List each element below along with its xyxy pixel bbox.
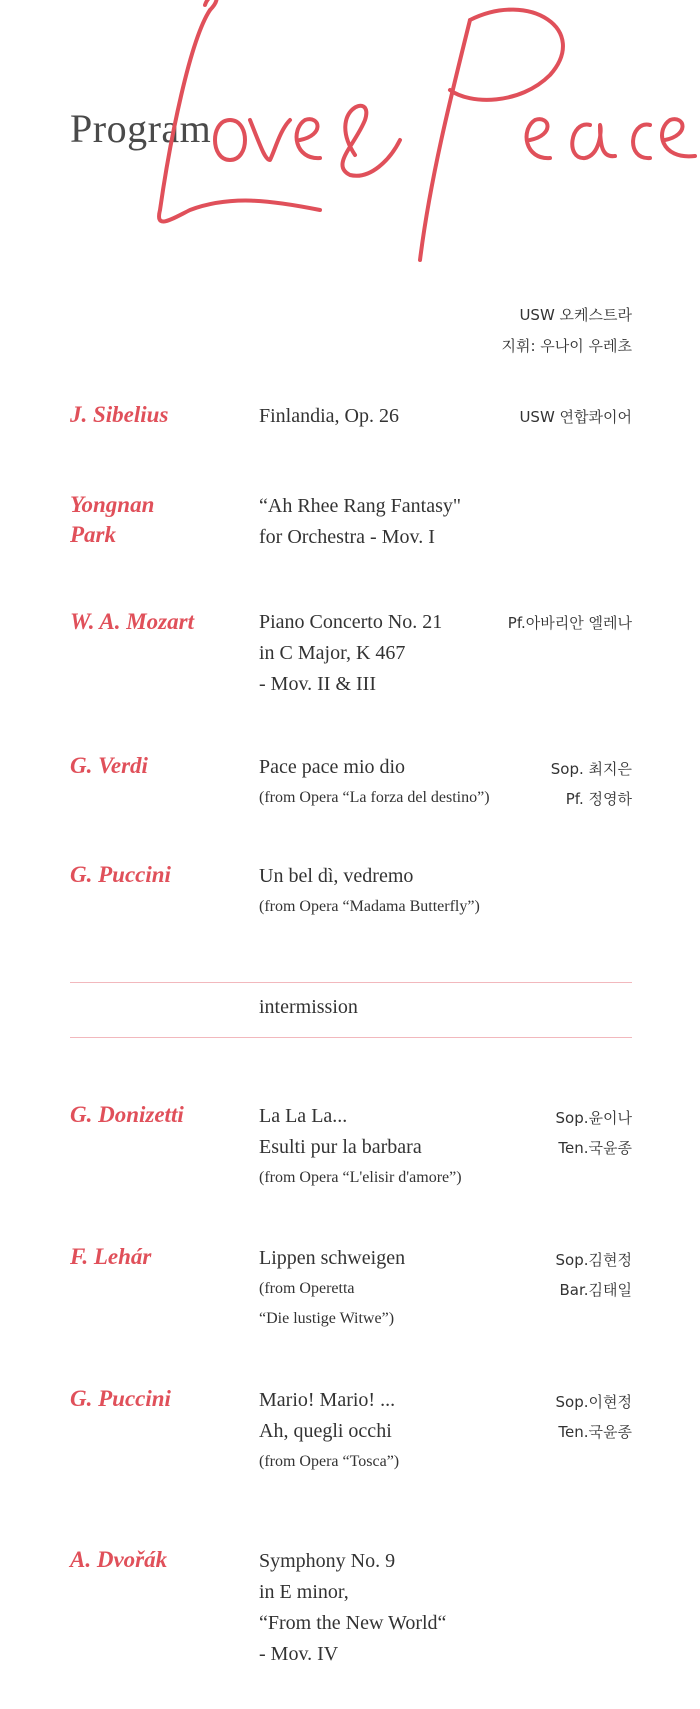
piece-line: Esulti pur la barbara [259, 1136, 422, 1158]
piece-line: Un bel dì, vedremo [259, 865, 414, 887]
performer: Sop.이현정 [555, 1393, 632, 1411]
piece-source: “Die lustige Witwe”) [259, 1310, 395, 1327]
divider-top [70, 982, 632, 983]
piece-line: “From the New World“ [259, 1612, 447, 1634]
piece-source: (from Opera “La forza del destino”) [259, 789, 490, 806]
piece-line: - Mov. II & III [259, 673, 377, 695]
piece-pace-pace [259, 752, 490, 813]
composer-puccini: G. Puccini [70, 862, 171, 887]
composer-sibelius: J. Sibelius [70, 402, 169, 427]
composer-puccini-tosca: G. Puccini [70, 1386, 171, 1411]
piece-piano-concerto [259, 607, 442, 700]
composer-line: Park [70, 522, 116, 547]
program-label: Program [70, 106, 212, 151]
piece-line: Ah, quegli occhi [259, 1420, 392, 1442]
piece-lippen-schweigen [259, 1243, 405, 1334]
top-credits [501, 300, 632, 362]
divider-bottom [70, 1037, 632, 1038]
love-peace-script-title [150, 0, 700, 300]
performer: Bar.김태일 [559, 1281, 632, 1299]
composer-verdi: G. Verdi [70, 753, 148, 778]
performers-donizetti [556, 1103, 632, 1163]
piece-source: (from Opera “L'elisir d'amore”) [259, 1169, 462, 1186]
performer: Ten.국윤종 [558, 1423, 632, 1441]
piece-mario [259, 1385, 399, 1477]
piece-new-world [259, 1546, 446, 1670]
piece-line: La La La... [259, 1105, 348, 1127]
composer-dvorak: A. Dvořák [70, 1547, 168, 1572]
piece-line: Lippen schweigen [259, 1247, 406, 1269]
intermission-label: intermission [259, 996, 358, 1018]
piece-line: in E minor, [259, 1581, 349, 1603]
composer-line: Yongnan [70, 492, 155, 517]
performer: Sop.윤이나 [555, 1109, 632, 1127]
composer-yongnan-park [70, 490, 154, 550]
performer-pianist: Pf.아바리안 엘레나 [507, 614, 632, 632]
piece-un-bel-di [259, 861, 480, 922]
piece-source: (from Opera “Madama Butterfly”) [259, 898, 480, 915]
performers-verdi [551, 754, 632, 814]
performer: Pf. 정영하 [565, 790, 632, 808]
performer: Ten.국윤종 [558, 1139, 632, 1157]
composer-donizetti: G. Donizetti [70, 1102, 184, 1127]
performer: Sop. 최지은 [550, 760, 632, 778]
performer-choir: USW 연합콰이어 [519, 408, 632, 426]
piece-line: Pace pace mio dio [259, 756, 406, 778]
piece-line: “Ah Rhee Rang Fantasy" [259, 495, 462, 517]
composer-lehar: F. Lehár [70, 1244, 152, 1269]
performer: Sop.김현정 [555, 1251, 632, 1269]
piece-source: (from Opera “Tosca”) [259, 1453, 400, 1470]
performers-lehar [556, 1245, 632, 1305]
piece-arirang-fantasy [259, 491, 461, 553]
composer-mozart: W. A. Mozart [70, 609, 194, 634]
piece-finlandia [259, 401, 399, 432]
performers-puccini-tosca [556, 1387, 632, 1447]
conductor-credit: 지휘: 우나이 우레초 [501, 337, 632, 355]
piece-line: Piano Concerto No. 21 [259, 611, 443, 633]
piece-la-la-la [259, 1101, 462, 1193]
orchestra-credit: USW 오케스트라 [519, 306, 632, 324]
piece-line: Finlandia, Op. 26 [259, 405, 399, 427]
piece-line: Symphony No. 9 [259, 1550, 396, 1572]
piece-line: Mario! Mario! ... [259, 1389, 396, 1411]
piece-source: (from Operetta [259, 1280, 355, 1297]
piece-line: - Mov. IV [259, 1643, 339, 1665]
piece-line: for Orchestra - Mov. I [259, 526, 435, 548]
piece-line: in C Major, K 467 [259, 642, 406, 664]
